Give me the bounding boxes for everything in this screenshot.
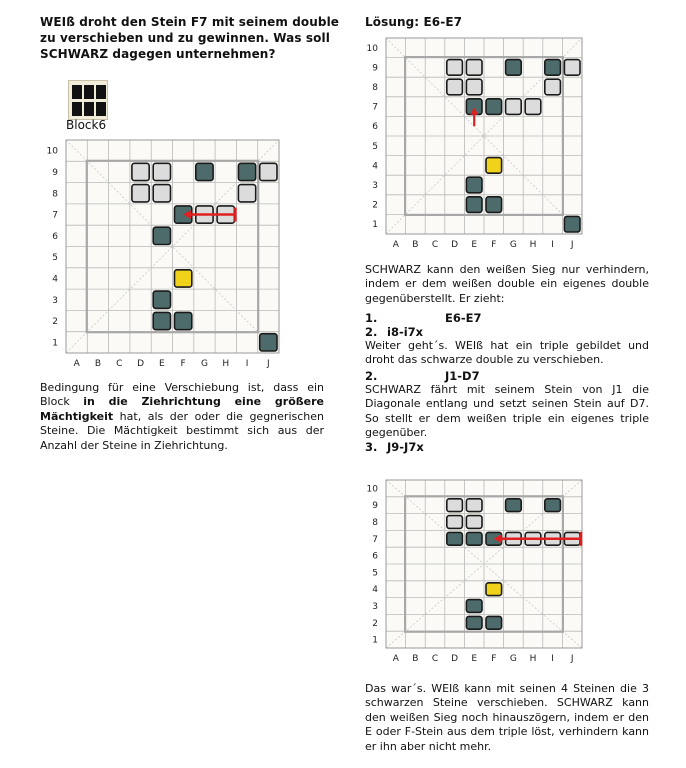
- move-1: [365, 311, 482, 325]
- white-stone: [506, 99, 522, 115]
- white-stone: [447, 516, 463, 529]
- column-label: B: [94, 359, 102, 369]
- row-label: 2: [52, 317, 58, 328]
- column-label: C: [431, 240, 439, 250]
- puzzle-title: [40, 14, 340, 62]
- white-stone: [153, 185, 170, 202]
- row-label: 2: [372, 618, 378, 629]
- row-label: 4: [372, 161, 378, 172]
- row-label: 7: [372, 534, 378, 545]
- white-stone: [545, 79, 561, 95]
- block6-icon: [68, 80, 108, 120]
- column-label: D: [451, 654, 459, 664]
- row-label: 1: [372, 220, 378, 231]
- column-label: C: [116, 359, 123, 369]
- black-stone: [175, 312, 192, 329]
- column-label: J: [570, 240, 574, 250]
- move-4: [365, 440, 424, 454]
- white-stone: [447, 499, 463, 512]
- row-label: 10: [366, 43, 378, 54]
- move-3-number: 2.: [365, 369, 378, 383]
- solution-label: Lösung: E6-E7: [365, 15, 463, 29]
- column-label: B: [412, 240, 419, 250]
- row-label: 9: [52, 167, 58, 178]
- rule-text-2: hat, als der oder die gegnerischen Steine. Die Mächtigkeit bestimmt sich aus der Anzahl der Steine in Ziehrichtung.: [40, 409, 324, 452]
- white-stone: [153, 163, 170, 180]
- column-label: B: [412, 654, 419, 664]
- board-left: [44, 138, 294, 374]
- column-label: D: [451, 240, 459, 250]
- row-label: 3: [372, 602, 378, 612]
- row-label: 1: [52, 338, 58, 349]
- white-stone: [466, 60, 482, 76]
- gold-stone: [486, 158, 502, 174]
- closing-text: Das war´s. WEIß kann mit seinen 4 Steinen die 3 schwarzen Steine verschieben. SCHWARZ kann den weißen Sieg noch hinauszögern, indem er den E oder F-Stein aus dem triple löst, verhindern kann er ihn aber nicht mehr.: [365, 682, 649, 753]
- row-label: 6: [372, 122, 378, 133]
- move-3-notation: J1-D7: [445, 369, 480, 383]
- black-stone: [564, 216, 580, 232]
- black-stone: [153, 227, 170, 244]
- white-stone: [466, 516, 482, 529]
- row-label: 5: [372, 141, 378, 152]
- puzzle-title-line-3: SCHWARZ dagegen unternehmen?: [40, 47, 276, 61]
- column-label: A: [392, 654, 399, 664]
- column-label: C: [431, 654, 439, 664]
- black-stone: [153, 291, 170, 308]
- row-label: 9: [372, 501, 378, 512]
- row-label: 10: [46, 146, 58, 157]
- black-stone: [153, 312, 170, 329]
- black-stone: [238, 163, 255, 180]
- black-stone: [260, 334, 277, 351]
- white-stone: [238, 185, 255, 202]
- row-label: 8: [372, 518, 378, 528]
- black-stone: [486, 99, 502, 115]
- move-2-number: 2.: [365, 325, 378, 339]
- column-label: H: [529, 240, 537, 250]
- column-label: G: [509, 654, 517, 664]
- move-2-notation: i8-i7x: [387, 325, 424, 339]
- column-label: J: [267, 359, 270, 369]
- board-right-bottom: [364, 478, 614, 678]
- move-1-notation: E6-E7: [445, 311, 482, 325]
- column-label: I: [551, 240, 554, 250]
- white-stone: [466, 499, 482, 512]
- column-label: I: [551, 654, 554, 664]
- rule-text-1: Bedingung für eine Verschiebung ist, dass ein Block: [40, 381, 324, 409]
- black-stone: [466, 600, 482, 613]
- puzzle-title-line-1: WEIß droht den Stein F7 mit seinem double: [40, 15, 340, 29]
- column-label: A: [73, 359, 80, 369]
- column-label: F: [180, 359, 186, 369]
- move-2: [365, 325, 423, 339]
- column-label: G: [509, 240, 517, 250]
- block-label: Block6: [66, 118, 107, 132]
- row-label: 4: [52, 274, 58, 285]
- black-stone: [506, 499, 522, 512]
- row-label: 3: [52, 295, 58, 306]
- row-label: 8: [372, 83, 378, 93]
- black-stone: [466, 177, 482, 193]
- rule-text-bold: in die Ziehrichtung eine größere Mächtigkeit: [40, 395, 325, 423]
- row-label: 3: [372, 181, 378, 191]
- white-stone: [447, 79, 463, 95]
- row-label: 6: [52, 231, 58, 242]
- row-label: 1: [372, 635, 378, 646]
- puzzle-title-line-2: zu verschieben und zu gewinnen. Was soll: [40, 31, 330, 45]
- white-stone: [132, 163, 149, 180]
- row-label: 9: [372, 63, 378, 74]
- black-stone: [466, 616, 482, 629]
- column-label: E: [159, 359, 165, 369]
- row-label: 10: [366, 484, 378, 495]
- white-stone: [260, 163, 277, 180]
- column-label: G: [200, 359, 208, 369]
- move-1-number: 1.: [365, 311, 378, 325]
- row-label: 7: [52, 210, 58, 221]
- white-stone: [466, 79, 482, 95]
- column-label: J: [570, 654, 574, 664]
- white-stone: [525, 99, 541, 115]
- white-stone: [447, 60, 463, 76]
- black-stone: [545, 499, 561, 512]
- row-label: 2: [372, 200, 378, 211]
- move-2-text: Weiter geht´s. WEIß hat ein triple gebildet und droht das schwarze double zu verschieben.: [365, 339, 649, 367]
- row-label: 4: [372, 585, 378, 596]
- rule-explanation: [40, 381, 324, 453]
- move-4-notation: J9-J7x: [387, 440, 424, 454]
- column-label: F: [491, 654, 497, 664]
- black-stone: [466, 197, 482, 213]
- solution-intro: SCHWARZ kann den weißen Sieg nur verhindern, indem er dem weißen double ein eigenes double gegenüberstellt. Er zieht:: [365, 263, 649, 305]
- row-label: 8: [52, 189, 58, 200]
- column-label: H: [222, 359, 230, 369]
- black-stone: [486, 616, 502, 629]
- black-stone: [545, 60, 561, 76]
- black-stone: [196, 163, 213, 180]
- column-label: A: [392, 240, 399, 250]
- board-right-top: [364, 36, 614, 262]
- column-label: E: [471, 240, 478, 250]
- move-3: [365, 369, 480, 383]
- black-stone: [447, 532, 463, 545]
- move-3-text: SCHWARZ fährt mit seinem Stein von J1 die Diagonale entlang und setzt seinen Stein auf D7. So stellt er dem weißen triple ein eigenes triple gegenüber.: [365, 383, 649, 440]
- gold-stone: [175, 270, 192, 287]
- white-stone: [564, 60, 580, 76]
- row-label: 6: [372, 551, 378, 562]
- black-stone: [466, 532, 482, 545]
- column-label: D: [137, 359, 145, 369]
- column-label: I: [245, 359, 249, 369]
- white-stone: [132, 185, 149, 202]
- black-stone: [506, 60, 522, 76]
- row-label: 7: [372, 102, 378, 113]
- row-label: 5: [52, 253, 58, 264]
- row-label: 5: [372, 568, 378, 579]
- column-label: F: [491, 240, 497, 250]
- column-label: H: [529, 654, 537, 664]
- move-4-number: 3.: [365, 440, 378, 454]
- column-label: E: [471, 654, 478, 664]
- black-stone: [486, 197, 502, 213]
- gold-stone: [486, 583, 502, 596]
